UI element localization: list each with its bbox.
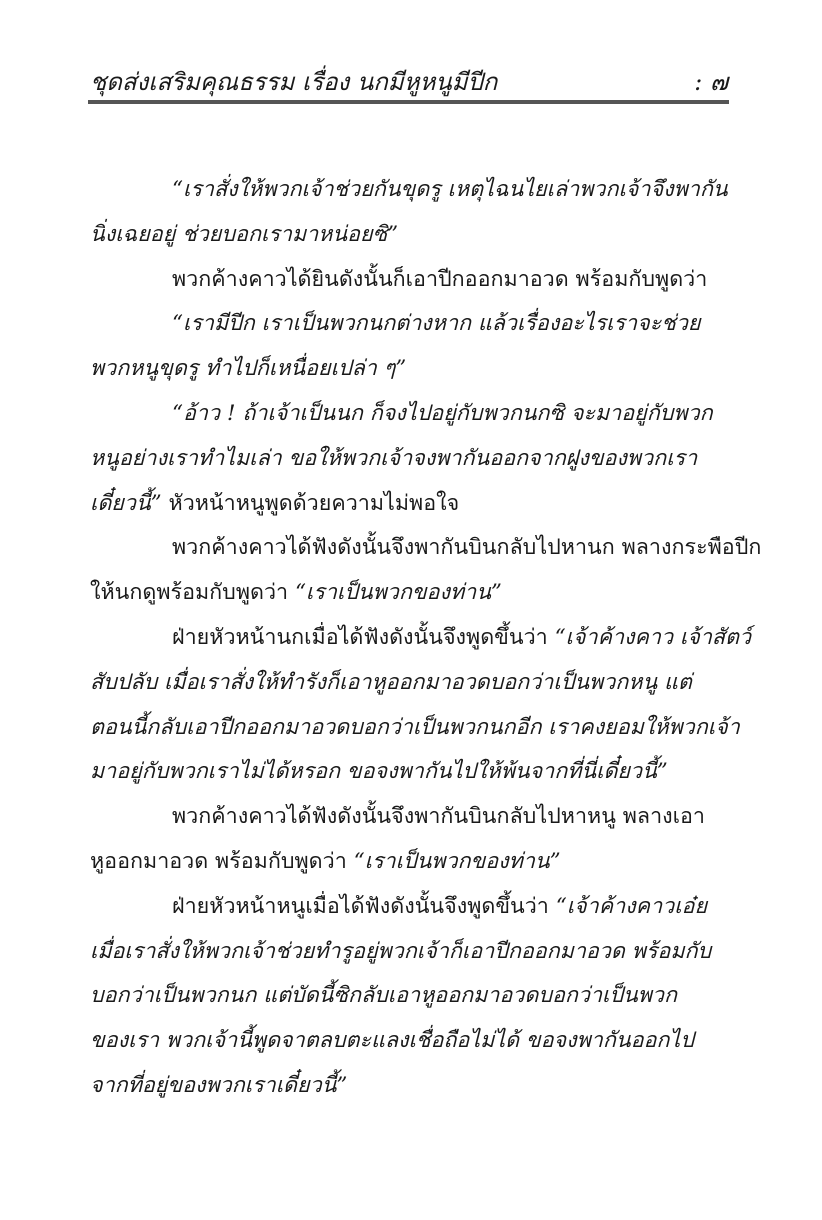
header-divider <box>88 100 729 104</box>
text-line: “อ้าว ! ถ้าเจ้าเป็นนก ก็จงไปอยู่กับพวกนกซิ จะมาอยู่กับพวก <box>172 400 713 426</box>
text-line: “เรามีปีก เราเป็นพวกนกต่างหาก แล้วเรื่องอะไรเราจะช่วย <box>172 311 701 337</box>
text-segment: เดี๋ยวนี้” <box>90 490 169 516</box>
text-line: บอกว่าเป็นพวกนก แต่บัดนี้ซิกลับเอาหูออกมาอวดบอกว่าเป็นพวก <box>90 983 678 1009</box>
text-line: จากที่อยู่ของพวกเราเดี๋ยวนี้” <box>90 1072 348 1098</box>
text-segment: ฝ่ายหัวหน้านกเมื่อได้ฟังดังนั้นจึงพูดขึ้นว่า <box>172 624 555 650</box>
text-line: นิ่งเฉยอยู่ ช่วยบอกเรามาหน่อยซิ” <box>90 221 399 247</box>
text-line: สับปลับ เมื่อเราสั่งให้ทำรังก็เอาหูออกมาอวดบอกว่าเป็นพวกหนู แต่ <box>90 669 692 695</box>
text-line: ตอนนี้กลับเอาปีกออกมาอวดบอกว่าเป็นพวกนกอีก เราคงยอมให้พวกเจ้า <box>90 714 740 740</box>
page-number: : ๗ <box>694 68 728 96</box>
page-header <box>90 58 728 100</box>
text-line <box>90 885 728 930</box>
text-line: พวกค้างคาวได้ยินดังนั้นก็เอาปีกออกมาอวด พร้อมกับพูดว่า <box>172 266 708 292</box>
text-line: พวกหนูขุดรู ทำไปก็เหนื่อยเปล่า ๆ” <box>90 356 407 382</box>
text-segment: “เจ้าค้างคาวเอ๋ย <box>555 893 708 919</box>
text-line: หนูอย่างเราทำไมเล่า ขอให้พวกเจ้าจงพากันออกจากฝูงของพวกเรา <box>90 445 698 471</box>
header-title: ชุดส่งเสริมคุณธรรม เรื่อง นกมีหูหนูมีปีก <box>90 68 498 96</box>
text-line <box>90 840 728 885</box>
text-line: พวกค้างคาวได้ฟังดังนั้นจึงพากันบินกลับไปหาหนู พลางเอา <box>172 804 705 830</box>
text-segment: หัวหน้าหนูพูดด้วยความไม่พอใจ <box>168 490 460 516</box>
text-segment: ให้นกดูพร้อมกับพูดว่า <box>90 580 295 606</box>
text-segment: ฝ่ายหัวหน้าหนูเมื่อได้ฟังดังนั้นจึงพูดขึ้นว่า <box>172 893 556 919</box>
text-line: “เราสั่งให้พวกเจ้าช่วยกันขุดรู เหตุไฉนไยเล่าพวกเจ้าจึงพากัน <box>172 177 728 202</box>
story-text <box>90 168 762 1109</box>
text-segment: “เจ้าค้างคาว เจ้าสัตว์ <box>554 624 752 650</box>
text-line: เมื่อเราสั่งให้พวกเจ้าช่วยทำรูอยู่พวกเจ้าก็เอาปีกออกมาอวด พร้อมกับ <box>90 938 712 964</box>
text-line <box>90 616 752 661</box>
text-line: ของเรา พวกเจ้านี้พูดจาตลบตะแลงเชื่อถือไม่ได้ ขอจงพากันออกไป <box>90 1028 694 1054</box>
text-line <box>90 482 728 527</box>
text-segment: หูออกมาอวด พร้อมกับพูดว่า <box>90 848 354 874</box>
text-line: พวกค้างคาวได้ฟังดังนั้นจึงพากันบินกลับไปหานก พลางกระพือปีก <box>172 535 762 561</box>
text-segment: “เราเป็นพวกของท่าน” <box>294 580 502 606</box>
text-line: มาอยู่กับพวกเราไม่ได้หรอก ขอจงพากันไปให้พ้นจากที่นี่เดี๋ยวนี้” <box>90 759 668 785</box>
text-segment: “เราเป็นพวกของท่าน” <box>353 848 561 874</box>
text-line <box>90 571 728 616</box>
